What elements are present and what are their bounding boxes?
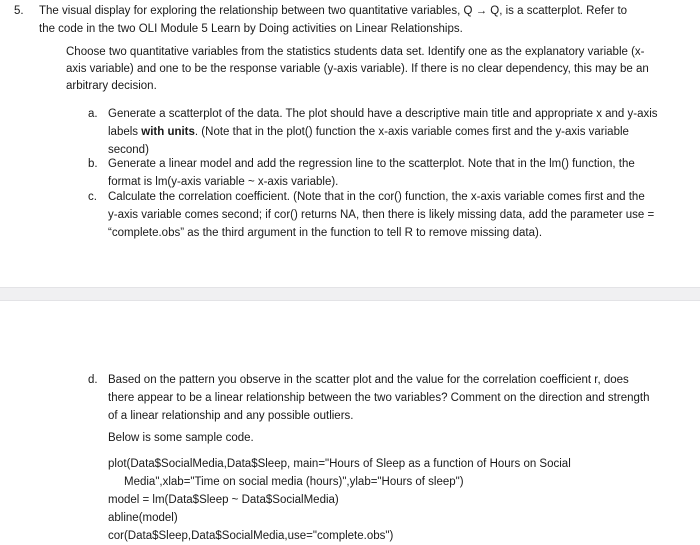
sample-code-block [108,455,668,545]
item-c-line-1: Calculate the correlation coefficient. (Note that in the cor() function, the x-axis variable comes first and the [108,191,645,203]
list-body-b [108,155,678,191]
instructions-paragraph [66,44,666,95]
instructions-line-3: arbitrary decision. [66,80,157,92]
question-line-1: The visual display for exploring the relationship between two quantitative variables, Q → Q, is a scatterplot. Refer to [39,5,628,17]
sample-code-label: Below is some sample code. [108,432,254,444]
item-b-line-2: format is lm(y-axis variable ~ x-axis variable). [108,176,339,188]
list-body-d [108,371,678,425]
code-line-2: Media",xlab="Time on social media (hours)",ylab="Hours of sleep") [124,476,464,488]
item-d-line-1: Based on the pattern you observe in the scatter plot and the value for the correlation coefficient r, does [108,374,629,386]
item-a-line-1: Generate a scatterplot of the data. The plot should have a descriptive main title and appropriate x and y-axis [108,108,658,120]
list-marker-a: a. [88,108,98,120]
question-line-2: the code in the two OLI Module 5 Learn by Doing activities on Linear Relationships. [39,23,463,35]
item-d-line-2: there appear to be a linear relationship between the two variables? Comment on the direction and strength [108,392,650,404]
question-text [39,2,679,38]
question-number: 5. [14,5,24,17]
list-marker-c: c. [88,191,97,203]
code-line-1: plot(Data$SocialMedia,Data$Sleep, main="Hours of Sleep as a function of Hours on Social [108,458,571,470]
list-marker-b: b. [88,158,98,170]
item-a-emphasis: with units [141,126,195,138]
item-a-line-2 [108,123,678,141]
item-c-line-3: “complete.obs” as the third argument in the function to tell R to remove missing data). [108,227,543,239]
list-marker-d: d. [88,374,98,386]
item-a-line-2-post: . (Note that in the plot() function the x-axis variable comes first and the y-axis variable [194,126,629,138]
code-line-5: cor(Data$Sleep,Data$SocialMedia,use="complete.obs") [108,530,394,542]
question-card-bottom [0,300,700,545]
item-b-line-1: Generate a linear model and add the regression line to the scatterplot. Note that in the lm() function, the [108,158,635,170]
code-line-3: model = lm(Data$Sleep ~ Data$SocialMedia) [108,494,339,506]
item-c-line-2: y-axis variable comes second; if cor() returns NA, then there is likely missing data, add the parameter use = [108,209,655,221]
item-a-line-3: second) [108,144,149,156]
instructions-line-2: axis variable) and one to be the response variable (y-axis variable). If there is no clear dependency, this may be an [66,63,649,75]
list-body-c [108,188,678,242]
instructions-line-1: Choose two quantitative variables from the statistics students data set. Identify one as the explanatory variable (x- [66,46,645,58]
list-body-a [108,105,678,159]
item-d-line-3: of a linear relationship and any possible outliers. [108,410,354,422]
code-line-4: abline(model) [108,512,178,524]
item-a-line-2-pre: labels [108,126,142,138]
